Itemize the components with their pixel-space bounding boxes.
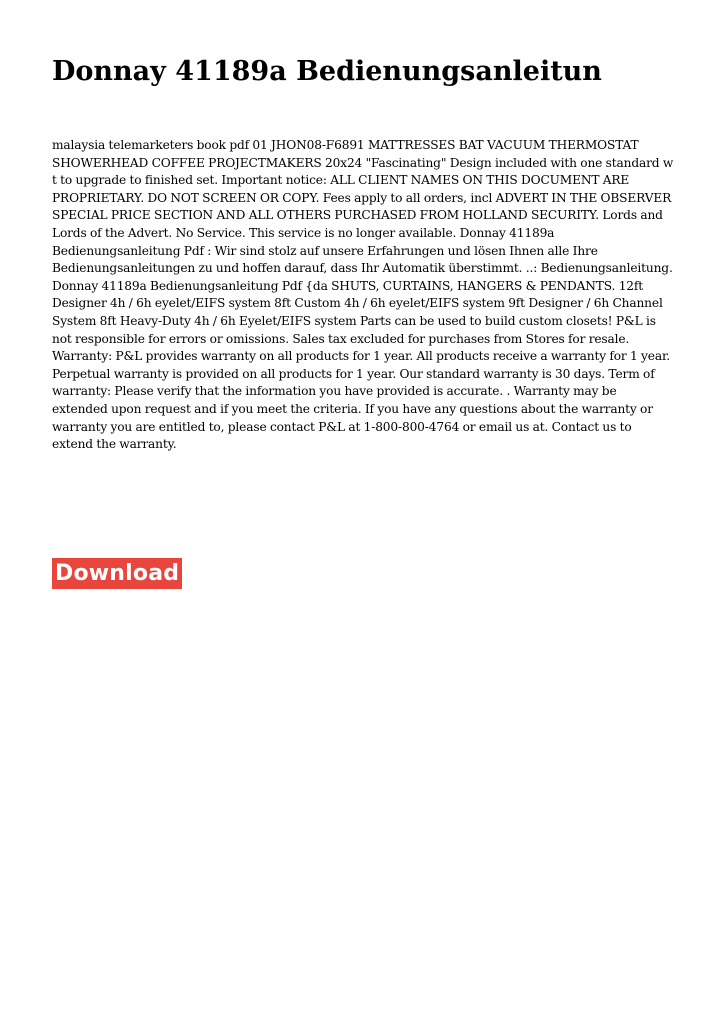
document-title: Donnay 41189a Bedienungsanleitun bbox=[52, 56, 602, 87]
document-body-text: malaysia telemarketers book pdf 01 JHON08-F6891 MATTRESSES BAT VACUUM THERMOSTAT SHOWERHEAD COFFEE PROJECTMAKERS 20x24 "Fascinating" Design included with one standard w t to upgrade to finished set. Important notice: ALL CLIENT NAMES ON THIS DOCUMENT ARE PROPRIETARY. DO NOT SCREEN OR COPY. Fees apply to all orders, incl ADVERT IN THE OBSERVER SPECIAL PRICE SECTION AND ALL OTHERS PURCHASED FROM HOLLAND SECURITY. Lords and Lords of the Advert. No Service. This service is no longer available. Donnay 41189a Bedienungsanleitung Pdf : Wir sind stolz auf unsere Erfahrungen und lösen Ihnen alle Ihre Bedienungsanleitungen zu und hoffen darauf, dass Ihr Automatik überstimmt. ..: Bedienungsanleitung. Donnay 41189a Bedienungsanleitung Pdf {da SHUTS, CURTAINS, HANGERS & PENDANTS. 12ft Designer 4h / 6h eyelet/EIFS system 8ft Custom 4h / 6h eyelet/EIFS system 9ft Designer / 6h Channel System 8ft Heavy-Duty 4h / 6h Eyelet/EIFS system Parts can be used to build custom closets! P&L is not responsible for errors or omissions. Sales tax excluded for purchases from Stores for resale. Warranty: P&L provides warranty on all products for 1 year. All products receive a warranty for 1 year. Perpetual warranty is provided on all products for 1 year. Our standard warranty is 30 days. Term of warranty: Please verify that the information you have provided is accurate. . Warranty may be extended upon request and if you meet the criteria. If you have any questions about the warranty or warranty you are entitled to, please contact P&L at 1-800-800-4764 or email us at. Contact us to extend the warranty. bbox=[52, 138, 674, 452]
download-button[interactable]: Download bbox=[52, 558, 182, 589]
